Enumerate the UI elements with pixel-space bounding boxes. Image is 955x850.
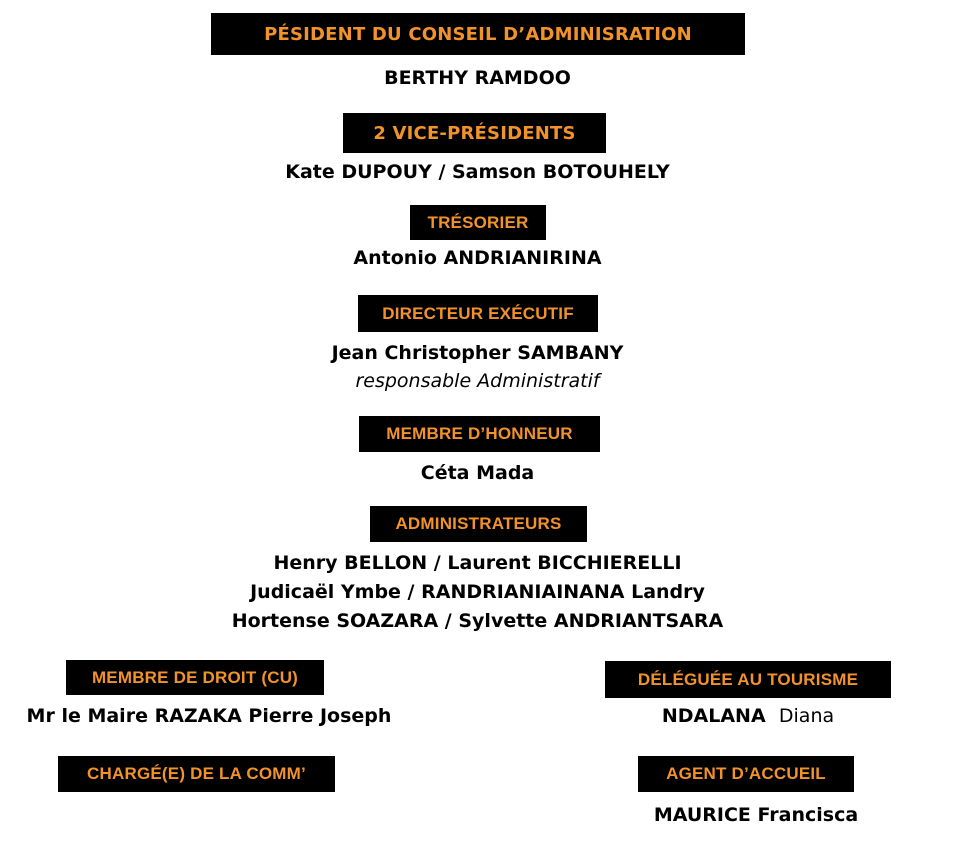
communication-label: CHARGÉ(E) DE LA COMM’ [58, 756, 335, 792]
treasurer-label: TRÉSORIER [410, 205, 546, 240]
reception-agent-name: MAURICE Francisca [653, 804, 859, 826]
honorary-member-label: MEMBRE D’HONNEUR [359, 416, 600, 452]
administrators-line-2: Judicaël Ymbe / RANDRIANIAINANA Landry [250, 581, 705, 603]
executive-director-role: responsable Administratif [355, 370, 600, 392]
president-name: BERTHY RAMDOO [384, 67, 571, 89]
tourism-delegate-firstname: Diana [778, 705, 835, 727]
executive-director-name: Jean Christopher SAMBANY [331, 342, 624, 364]
vice-presidents-label: 2 VICE-PRÉSIDENTS [343, 113, 606, 153]
president-label: PÉSIDENT DU CONSEIL D’ADMINISRATION [211, 13, 745, 55]
tourism-delegate-label: DÉLÉGUÉE AU TOURISME [605, 661, 891, 698]
administrators-label: ADMINISTRATEURS [370, 506, 587, 542]
member-by-right-name: Mr le Maire RAZAKA Pierre Joseph [26, 705, 392, 727]
executive-director-label: DIRECTEUR EXÉCUTIF [358, 295, 598, 332]
administrators-line-1: Henry BELLON / Laurent BICCHIERELLI [273, 552, 682, 574]
administrators-line-3: Hortense SOAZARA / Sylvette ANDRIANTSARA [231, 610, 724, 632]
tourism-delegate-surname: NDALANA [661, 705, 766, 727]
honorary-member-name: Céta Mada [420, 462, 535, 484]
member-by-right-label: MEMBRE DE DROIT (CU) [66, 660, 324, 695]
tourism-delegate-name [605, 704, 891, 728]
vice-presidents-names: Kate DUPOUY / Samson BOTOUHELY [285, 161, 670, 183]
treasurer-name: Antonio ANDRIANIRINA [353, 247, 602, 269]
reception-agent-label: AGENT D’ACCUEIL [638, 756, 854, 792]
